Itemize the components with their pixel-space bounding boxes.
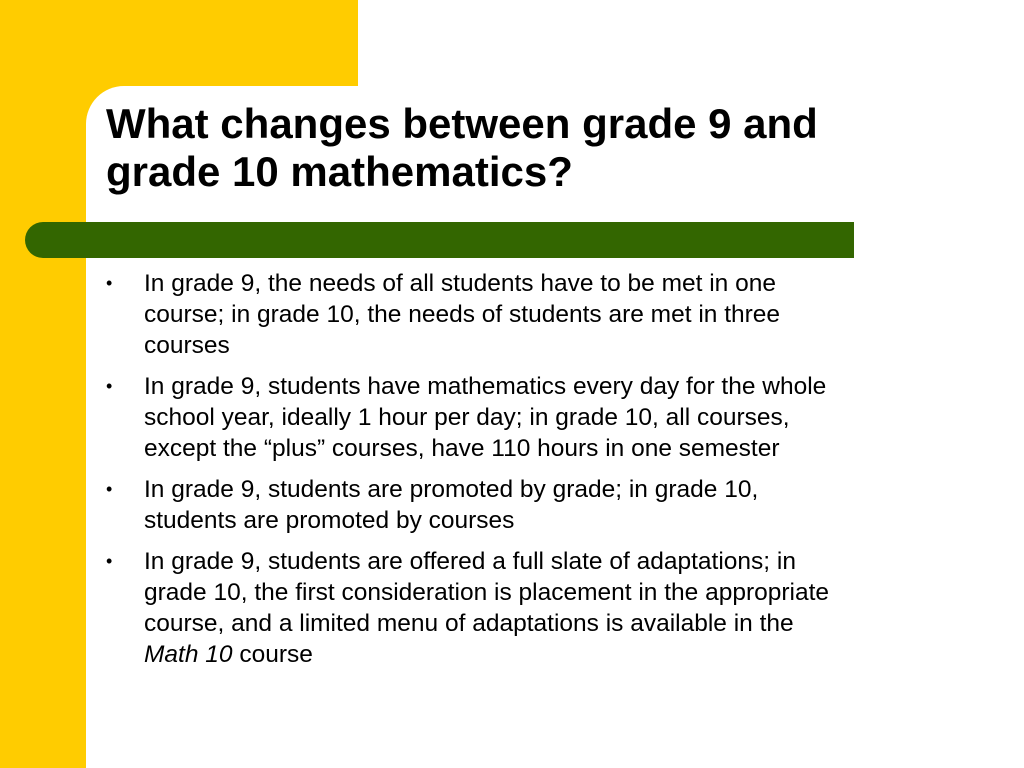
title-line-1: What changes between grade 9 and [106,100,818,147]
bullet-icon: • [106,551,113,571]
bullet-text-line: except the “plus” courses, have 110 hours in one semester [144,435,780,462]
title-line-2: grade 10 mathematics? [106,148,573,195]
bullet-item [100,474,980,536]
bullet-icon: • [106,479,113,499]
bullet-text-line: students are promoted by courses [144,507,515,534]
bullet-item [100,268,980,361]
bullet-text-line: course, and a limited menu of adaptations is available in the [144,610,794,637]
bullet-item [100,371,980,464]
bullet-text-line: course; in grade 10, the needs of students are met in three [144,301,781,328]
slide-title [106,100,986,196]
bullet-text-line: courses [144,332,230,359]
math-10-italic: Math 10 [144,641,233,668]
green-divider-bar [25,222,854,258]
bullet-text-line: In grade 9, students are promoted by grade; in grade 10, [144,476,759,503]
yellow-side-bar [0,0,86,768]
bullet-list [100,268,980,680]
bullet-text-line: school year, ideally 1 hour per day; in grade 10, all courses, [144,404,790,431]
bullet-icon: • [106,273,113,293]
bullet-text-line-last [144,639,980,670]
bullet-text-line: In grade 9, the needs of all students have to be met in one [144,270,776,297]
bullet-item [100,546,980,670]
bullet-icon: • [106,376,113,396]
yellow-top-block [0,0,358,86]
bullet-text-line: grade 10, the first consideration is placement in the appropriate [144,579,830,606]
bullet-text-tail: course [232,641,313,668]
bullet-text-line: In grade 9, students are offered a full slate of adaptations; in [144,548,796,575]
bullet-text-line: In grade 9, students have mathematics every day for the whole [144,373,827,400]
